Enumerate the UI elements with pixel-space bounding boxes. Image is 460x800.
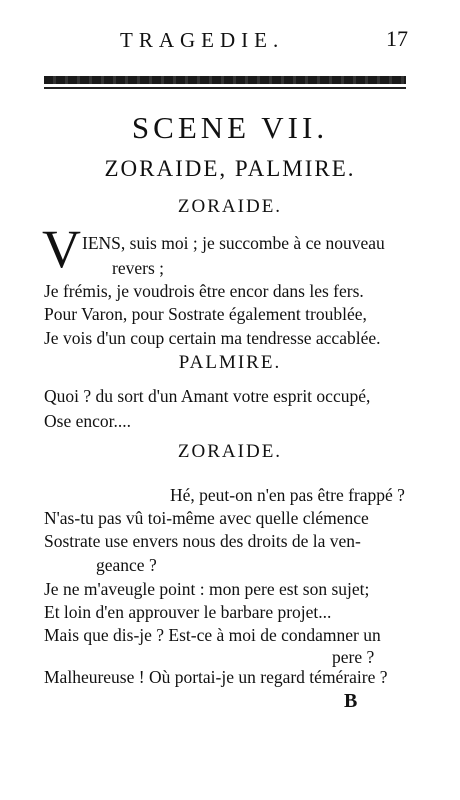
scene-title: SCENE VII.	[131, 110, 329, 145]
signature-mark: B	[344, 690, 358, 712]
speaker-name: ZORAIDE.	[177, 441, 283, 462]
header-rule	[44, 87, 406, 89]
verse-line: Et loin d'en approuver le barbare projet...	[44, 602, 332, 622]
verse-line: Pour Varon, pour Sostrate également troublée,	[44, 304, 367, 324]
speaker-name: ZORAIDE.	[177, 196, 283, 217]
verse-line: Je frémis, je voudrois être encor dans les fers.	[44, 281, 364, 301]
scene-personae: ZORAIDE, PALMIRE.	[104, 156, 356, 181]
verse-line: Quoi ? du sort d'un Amant votre esprit occupé,	[44, 386, 371, 406]
verse-line: N'as-tu pas vû toi-même avec quelle clémence	[44, 508, 369, 528]
header-ornamental-rule	[44, 76, 406, 84]
verse-line: Ose encor....	[44, 411, 131, 431]
page-header	[0, 26, 460, 56]
verse-line: Je ne m'aveugle point : mon pere est son sujet;	[44, 579, 370, 599]
verse-line: Je vois d'un coup certain ma tendresse accablée.	[44, 328, 381, 348]
verse-line: Hé, peut-on n'en pas être frappé ?	[170, 485, 405, 505]
speaker-name: PALMIRE.	[178, 352, 282, 373]
verse-line: geance ?	[96, 555, 157, 575]
verse-line: IENS, suis moi ; je succombe à ce nouveau	[82, 233, 385, 253]
verse-line: pere ?	[332, 647, 375, 667]
running-title: TRAGEDIE.	[120, 28, 285, 52]
verse-line: Mais que dis-je ? Est-ce à moi de condamner un	[44, 625, 381, 645]
drop-cap: V	[42, 219, 81, 279]
verse-line: Malheureuse ! Où portai-je un regard téméraire ?	[44, 667, 388, 687]
verse-line: Sostrate use envers nous des droits de la ven-	[44, 531, 361, 551]
page-number: 17	[386, 26, 408, 51]
verse-line: revers ;	[112, 258, 164, 278]
